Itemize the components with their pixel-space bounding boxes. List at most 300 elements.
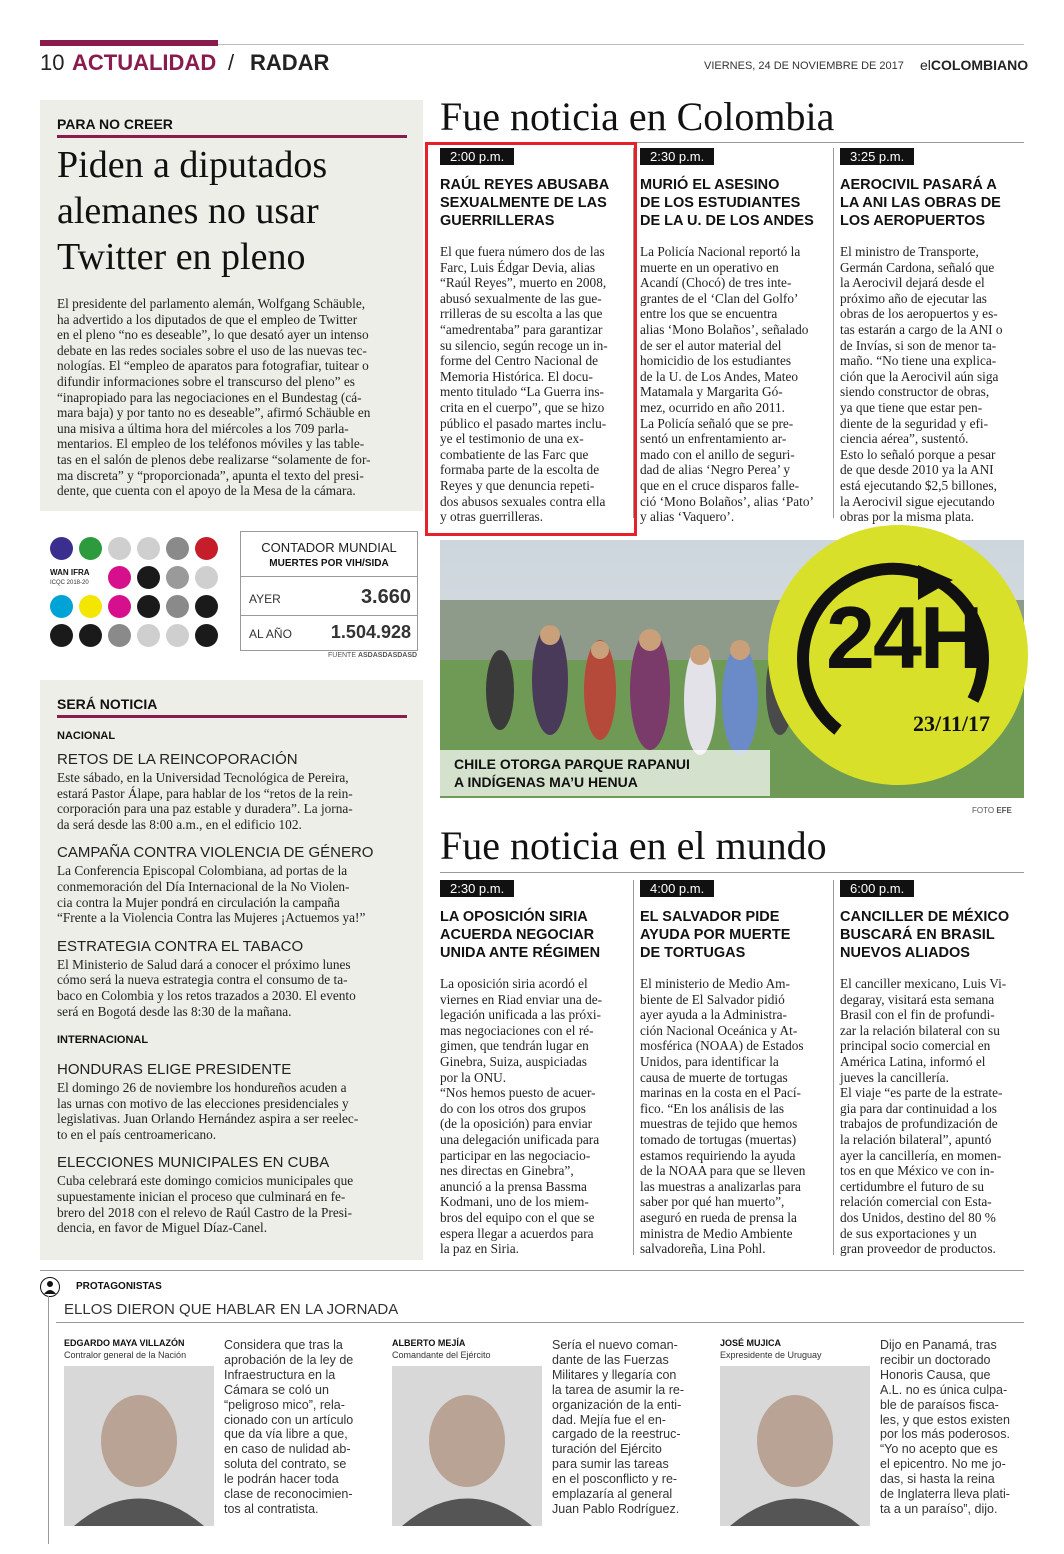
story-time: 4:00 p.m.	[640, 880, 714, 897]
body-line: Germán Cardona, señaló que	[840, 259, 995, 275]
protagonistas-rule	[40, 1270, 1024, 1271]
body-line: ha advertido a los diputados de que el empleo de Twitter	[57, 311, 358, 327]
body-line: zar la relación bilateral con su	[840, 1022, 1000, 1038]
headline-line: AYUDA POR MUERTE	[640, 927, 791, 943]
body-line: y alias ‘Vaquero’.	[640, 509, 735, 525]
sera-noticia-internacional	[57, 1061, 412, 1248]
agenda-body	[57, 1080, 412, 1142]
issue-date: VIERNES, 24 DE NOVIEMBRE DE 2017	[704, 60, 904, 72]
counter-row1-value: 3.660	[360, 586, 411, 608]
color-swatch	[166, 537, 189, 560]
body-line: mentarios. El empleo de los teléfonos móviles y las table-	[57, 436, 365, 452]
body-line: La Policía señaló que se pre-	[640, 415, 794, 431]
body-line: combatiente de las Farc que	[440, 446, 589, 462]
body-line: El que fuera número dos de las	[440, 244, 605, 259]
protagonist	[56, 1330, 374, 1545]
category-internacional: INTERNACIONAL	[57, 1034, 149, 1046]
body-line: La Policía Nacional reportó la	[640, 244, 801, 259]
body-line: Unidos, para identificar la	[640, 1053, 779, 1069]
counter-row2-value: 1.504.928	[330, 622, 411, 642]
body-line: nes directas en Ginebra”,	[440, 1163, 574, 1179]
body-line: la relación bilateral”, apuntó	[840, 1131, 992, 1147]
counter-divider	[241, 576, 417, 577]
24h-badge	[768, 525, 1028, 785]
logo-prefix: el	[920, 57, 931, 73]
color-swatch	[108, 624, 131, 647]
text-line: dad. Mejía fue el en-	[552, 1412, 666, 1427]
column-separator	[833, 880, 834, 1255]
body-line: maño. “No tiene una explica-	[840, 353, 997, 369]
agenda-item	[57, 1154, 412, 1235]
body-line: Cuba celebrará este domingo comicios municipales que	[57, 1173, 354, 1189]
text-line: ta a un paraíso”, dijo.	[880, 1501, 998, 1516]
body-line: mado con el anillo de seguri-	[640, 446, 795, 462]
body-line: abusó sexualmente de las gue-	[440, 290, 602, 306]
body-line: certidumbre el futuro de su	[840, 1178, 984, 1194]
body-line: por la ONU.	[440, 1069, 507, 1085]
mundo-stories	[440, 880, 1024, 1255]
text-line: A.L. no es única culpa-	[880, 1382, 1008, 1397]
body-line: salvadoreña, Lina Pohl.	[640, 1241, 766, 1257]
body-line: obras por la misma plata.	[840, 509, 975, 525]
headline-line: ACUERDA NEGOCIAR	[440, 927, 595, 943]
color-swatch	[137, 624, 160, 647]
headline-line: DE TORTUGAS	[640, 945, 746, 961]
body-line: crita en el cuerpo”, que se hizo	[440, 399, 605, 415]
text-line: cionado con un artículo	[224, 1412, 354, 1427]
body-line: las urnas con motivo de las elecciones presidenciales y	[57, 1095, 349, 1111]
body-line: está ejecutando $2,5 billones,	[840, 477, 997, 493]
body-line: (de la oposición) para enviar	[440, 1116, 593, 1132]
body-line: tos en que México ve con in-	[840, 1163, 995, 1179]
story-headline	[840, 176, 1026, 230]
body-line: la paz en Siria.	[440, 1241, 520, 1257]
protagonist-photo	[392, 1366, 542, 1526]
body-line: mas negociaciones con el ré-	[440, 1022, 594, 1038]
headline-line: AEROCIVIL PASARÁ A	[840, 177, 997, 193]
color-swatch	[137, 537, 160, 560]
body-line: dente, que cuenta con el apoyo de la Mesa de la cámara.	[57, 483, 356, 499]
header-rule	[218, 44, 1024, 45]
mundo-section-title: Fue noticia en el mundo	[440, 823, 827, 868]
body-line: ción Nacional Oceánica y At-	[640, 1022, 798, 1038]
body-line: de la U. de Los Andes, Mateo	[640, 368, 799, 384]
story-time: 3:25 p.m.	[840, 148, 914, 165]
agenda-body	[57, 957, 412, 1019]
color-swatch	[137, 566, 160, 589]
story-headline	[640, 176, 826, 230]
color-swatch	[166, 595, 189, 618]
body-line: cómo será la nueva estrategia contra el consumo de ta-	[57, 972, 348, 988]
colombia-section-title: Fue noticia en Colombia	[440, 94, 835, 139]
body-line: su silencio, según recoge un in-	[440, 337, 608, 353]
body-line: difundir informaciones sobre el transcurso del pleno” es	[57, 373, 355, 389]
body-line: ción que la Aerocivil aún siga	[840, 368, 999, 384]
body-line: tas estarán a cargo de la ANI o	[840, 321, 1003, 337]
story-column	[640, 148, 826, 525]
body-line: El presidente del parlamento alemán, Wolfgang Schäuble,	[57, 296, 366, 311]
body-line: Brasil con el fin de profundi-	[840, 1007, 995, 1023]
text-line: por los más poderosos.	[880, 1427, 1010, 1442]
body-line: será en Bogotá desde las 8:30 de la mañana.	[57, 1003, 292, 1019]
body-line: legación unificada a las próxi-	[440, 1007, 601, 1023]
body-line: Memoria Histórica. El docu-	[440, 368, 593, 384]
counter-source	[328, 652, 417, 659]
color-swatch	[137, 595, 160, 618]
agenda-headline: HONDURAS ELIGE PRESIDENTE	[57, 1061, 292, 1078]
protagonist-role: Comandante del Ejército	[392, 1350, 491, 1360]
body-line: corporación para una paz estable y duradera”. La jorna-	[57, 801, 353, 817]
wan-ifra-label: WAN IFRA	[50, 568, 90, 577]
text-line: para sumir las tareas	[552, 1457, 669, 1472]
wan-ifra-sub: ICQC 2018-20	[50, 580, 89, 586]
body-line: Matamala y Margarita Gó-	[640, 384, 783, 400]
body-line: en el pleno “no es deseable”, lo que desató ayer un intenso	[57, 327, 369, 343]
body-line: tas en el salón de plenos debe realizarse “solamente de for-	[57, 451, 371, 467]
caption-line: CHILE OTORGA PARQUE RAPANUI	[454, 756, 690, 772]
body-line: diente de la seguridad y efi-	[840, 415, 989, 431]
body-line: Reyes y que denuncia repeti-	[440, 477, 595, 493]
headline-line: UNIDA ANTE RÉGIMEN	[440, 945, 601, 961]
subsection-name: RADAR	[250, 50, 330, 75]
story-time: 2:00 p.m.	[440, 148, 514, 165]
title-line: Twitter en pleno	[57, 236, 306, 278]
body-line: ayer la cancillería, en momen-	[840, 1147, 1002, 1163]
body-line: muerte en un operativo en	[640, 259, 779, 275]
title-line: Piden a diputados	[57, 144, 328, 186]
title-line: alemanes no usar	[57, 190, 319, 232]
agenda-body	[57, 770, 412, 832]
body-line: la Aerocivil dejará desde el	[840, 275, 985, 291]
credit-prefix: FOTO	[972, 806, 995, 815]
body-line: “amedrentaba” para garantizar	[440, 321, 603, 337]
body-line: Acandí (Chocó) de tres inte-	[640, 275, 792, 291]
color-swatch	[50, 595, 73, 618]
body-line: homicidio de los estudiantes	[640, 353, 792, 369]
protagonist-text	[552, 1338, 702, 1517]
headline-line: LA ANI LAS OBRAS DE	[840, 195, 1001, 211]
text-line: “Yo no acepto que es	[880, 1442, 998, 1457]
text-line: dante de las Fuerzas	[552, 1352, 669, 1367]
text-line: el epicentro. No me jo-	[880, 1457, 1006, 1472]
agenda-headline: RETOS DE LA REINCOPORACIÓN	[57, 751, 298, 768]
body-line: de la NOAA para que se lleven	[640, 1163, 806, 1179]
photo-credit	[972, 806, 1012, 815]
protagonistas-vline	[48, 1296, 49, 1544]
headline-line: LA OPOSICIÓN SIRIA	[440, 909, 588, 925]
body-line: causa de muerte de tortugas	[640, 1069, 788, 1085]
text-line: Honoris Causa, que	[880, 1367, 991, 1382]
body-line: anunció a la prensa Bassma	[440, 1178, 587, 1194]
text-line: que da vía libre a que,	[224, 1427, 348, 1442]
person-icon	[40, 1277, 60, 1297]
body-line: El canciller mexicano, Luis Vi-	[840, 976, 1007, 991]
text-line: clase de reconocimien-	[224, 1487, 353, 1502]
body-line: nologías. El “empleo de aparatos para fotografiar, tuitear o	[57, 358, 369, 374]
body-line: América Latina, informó el	[840, 1053, 986, 1069]
protagonist-photo	[64, 1366, 214, 1526]
body-line: fico. “En los análisis de las	[640, 1100, 785, 1116]
story-headline	[640, 908, 826, 962]
story-column	[840, 148, 1026, 525]
body-line: de Invías, si son de menor ta-	[840, 337, 997, 353]
color-swatch	[108, 566, 131, 589]
color-swatch	[50, 537, 73, 560]
protagonist	[384, 1330, 702, 1545]
logo-main: COLOMBIANO	[930, 57, 1029, 73]
mundo-rule	[440, 872, 1024, 873]
body-line: las muestras a analizarlas para	[640, 1178, 801, 1194]
text-line: le podrán hacer toda	[224, 1472, 339, 1487]
caption-line: A INDÍGENAS MA’U HENUA	[454, 774, 638, 790]
body-line: ma discreta” y “proporcionada”, apunta el texto del presi-	[57, 467, 364, 483]
body-line: que en el cruce disparos falle-	[640, 477, 800, 493]
protagonist-name: EDGARDO MAYA VILLAZÓN	[64, 1338, 185, 1348]
protagonist-name: ALBERTO MEJÍA	[392, 1338, 466, 1348]
source-prefix: FUENTE	[328, 652, 356, 659]
body-line: mara baja) y por tanto no es deseable”, afirmó Schäuble en	[57, 405, 371, 421]
body-line: degaray, visitará esta semana	[840, 991, 995, 1007]
para-no-creer-rule	[57, 135, 407, 138]
headline-line: DE LA U. DE LOS ANDES	[640, 213, 814, 229]
text-line: “peligroso mico”, rela-	[224, 1397, 345, 1412]
counter-title: CONTADOR MUNDIAL	[261, 540, 397, 555]
body-line: siendo constructor de obras,	[840, 384, 990, 400]
sera-noticia-rule	[57, 715, 407, 718]
body-line: de que desde 2010 ya la ANI	[840, 462, 994, 478]
24h-date: 23/11/17	[913, 711, 991, 736]
section-name: ACTUALIDAD	[72, 50, 217, 75]
body-line: espera llegar a acuerdos para	[440, 1225, 594, 1241]
body-line: El ministerio de Medio Am-	[640, 976, 790, 991]
para-no-creer-title	[57, 142, 417, 280]
body-line: Ginebra, Suiza, auspiciadas	[440, 1053, 587, 1069]
text-line: das, si hasta la reina	[880, 1472, 995, 1487]
body-line: ciencia aérea”, sustentó.	[840, 431, 969, 447]
24h-label: 24H	[826, 588, 982, 687]
color-swatch	[166, 624, 189, 647]
body-line: supuestamente inician el proceso que culminará en fe-	[57, 1188, 346, 1204]
color-swatch	[166, 566, 189, 589]
body-line: dos abusos sexuales contra ella	[440, 493, 606, 509]
story-body	[640, 976, 826, 1257]
body-line: Este sábado, en la Universidad Tecnológica de Pereira,	[57, 770, 349, 785]
body-line: una delegación unificada para	[440, 1131, 600, 1147]
body-line: do con los otros dos grupos	[440, 1100, 586, 1116]
text-line: tos al contratista.	[224, 1501, 319, 1516]
story-body	[840, 976, 1026, 1257]
text-line: Juan Pablo Rodríguez.	[552, 1501, 680, 1516]
agenda-headline: ESTRATEGIA CONTRA EL TABACO	[57, 937, 304, 955]
color-swatch	[108, 595, 131, 618]
color-swatch	[79, 595, 102, 618]
protagonistas-kicker: PROTAGONISTAS	[76, 1281, 162, 1292]
story-headline	[840, 908, 1026, 962]
body-line: mez, ocurrido en año 2011.	[640, 399, 785, 415]
body-line: da será desde las 8:00 a.m., en el edificio 102.	[57, 816, 302, 832]
color-swatch	[50, 624, 73, 647]
agenda-item	[57, 751, 412, 832]
protagonist-text	[224, 1338, 374, 1517]
protagonist	[712, 1330, 1030, 1545]
body-line: una misiva a última hora del miércoles a los 709 parla-	[57, 420, 349, 436]
body-line: de ser el autor material del	[640, 337, 782, 353]
body-line: la Aerocivil sigue ejecutando	[840, 493, 995, 509]
body-line: ayer ayuda a la Administra-	[640, 1007, 787, 1023]
credit-name: EFE	[996, 806, 1012, 815]
color-swatch	[195, 537, 218, 560]
text-line: organización de la enti-	[552, 1397, 682, 1412]
photo-caption	[454, 755, 690, 791]
person-glyph	[41, 1278, 59, 1296]
text-line: soluta del contrato, se	[224, 1457, 347, 1472]
text-line: Militares y llegaría con	[552, 1367, 677, 1382]
story-column	[640, 880, 826, 1257]
body-line: sentó un enfrentamiento ar-	[640, 431, 787, 447]
body-line: La Conferencia Episcopal Colombiana, ad portas de la	[57, 863, 348, 879]
headline-line: RAÚL REYES ABUSABA	[440, 177, 610, 193]
counter-divider	[241, 615, 417, 616]
counter-row2-label: AL AÑO	[249, 627, 292, 641]
color-swatch	[79, 537, 102, 560]
color-swatch	[195, 595, 218, 618]
body-line: gia para dar continuidad a los	[840, 1100, 997, 1116]
body-line: rrilleras de su escolta a las que	[440, 306, 603, 322]
body-line: obras de los aeropuertos y es-	[840, 306, 998, 322]
body-line: aseguró en rueda de prensa la	[640, 1209, 797, 1225]
body-line: La oposición siria acordó el	[440, 976, 588, 991]
protagonistas-list	[56, 1330, 1024, 1550]
body-line: ya que tiene que estar pen-	[840, 399, 983, 415]
body-line: principal socio comercial en	[840, 1038, 991, 1054]
text-line: Infraestructura en la	[224, 1367, 336, 1382]
body-line: ministra de Medio Ambiente	[640, 1225, 793, 1241]
color-swatch	[195, 566, 218, 589]
text-line: recibir un doctorado	[880, 1352, 991, 1367]
text-line: en el posconflicto y re-	[552, 1472, 678, 1487]
body-line: El ministro de Transporte,	[840, 244, 979, 259]
story-column	[440, 880, 626, 1257]
body-line: cia contra la Mujer pondrá en circulación la campaña	[57, 894, 340, 910]
body-line: El Ministerio de Salud dará a conocer el próximo lunes	[57, 956, 351, 972]
counter-row1-label: AYER	[249, 592, 281, 606]
body-line: ye el testimonio de una ex-	[440, 431, 584, 447]
body-line: gimen, que tendrán lugar en	[440, 1038, 589, 1054]
body-line: muestras de tejido que hemos	[640, 1116, 798, 1132]
story-body	[440, 976, 626, 1257]
header-slash: /	[228, 50, 235, 75]
color-swatch	[108, 537, 131, 560]
sera-noticia-nacional	[57, 751, 412, 1031]
body-line: “Frente a la Violencia Contra las Mujeres ¡Actuemos ya!”	[57, 910, 366, 926]
body-line: y otras guerrilleras.	[440, 509, 544, 525]
protagonistas-sub-rule	[56, 1322, 1024, 1323]
body-line: debate en las redes sociales sobre el uso de las nuevas tec-	[57, 342, 367, 358]
headline-line: LOS AEROPUERTOS	[840, 213, 986, 229]
agenda-item	[57, 938, 412, 1019]
body-line: legislativas. Juan Orlando Hernández aspira a ser reelec-	[57, 1111, 359, 1127]
story-time: 2:30 p.m.	[640, 148, 714, 165]
column-separator	[833, 148, 834, 518]
text-line: les, y que estos existen	[880, 1412, 1010, 1427]
text-line: la tarea de asumir la re-	[552, 1382, 685, 1397]
body-line: próximo año de ejecutar las	[840, 290, 987, 306]
header-accent-bar	[40, 40, 218, 46]
body-line: estamos requiriendo la ayuda	[640, 1147, 796, 1163]
body-line: conmemoración del Día Internacional de la No Violen-	[57, 878, 350, 894]
sera-noticia-kicker: SERÁ NOTICIA	[57, 696, 158, 712]
story-column	[840, 880, 1026, 1257]
counter-box	[240, 531, 418, 651]
story-body	[840, 244, 1026, 525]
headline-line: CANCILLER DE MÉXICO	[840, 909, 1010, 925]
text-line: Considera que tras la	[224, 1338, 343, 1352]
headline-line: MURIÓ EL ASESINO	[640, 177, 780, 193]
agenda-item	[57, 1061, 412, 1142]
text-line: Cámara se coló un	[224, 1382, 329, 1397]
body-line: Kodmani, uno de los miem-	[440, 1194, 589, 1210]
body-line: formaba parte de la escolta de	[440, 462, 600, 478]
protagonist-text	[880, 1338, 1030, 1517]
counter-subtitle: MUERTES POR VIH/SIDA	[269, 558, 389, 569]
para-no-creer-kicker: PARA NO CREER	[57, 116, 173, 132]
protagonist-role: Expresidente de Uruguay	[720, 1350, 822, 1360]
protagonist-name: JOSÉ MUJICA	[720, 1338, 782, 1348]
body-line: bros del equipo con el que se	[440, 1209, 595, 1225]
body-line: estará Pastor Álape, para hablar de los “retos de la rein-	[57, 785, 353, 801]
body-line: entre los que se encuentra	[640, 306, 778, 322]
body-line: relación comercial con Esta-	[840, 1194, 992, 1210]
body-line: mosférica (NOAA) de Estados	[640, 1038, 804, 1054]
body-line: “Nos hemos puesto de acuer-	[440, 1085, 596, 1101]
text-line: Dijo en Panamá, tras	[880, 1338, 997, 1352]
color-swatch	[195, 624, 218, 647]
body-line: dos Unidos, destino del 80 %	[840, 1209, 996, 1225]
newspaper-logo	[920, 57, 1028, 73]
source-name: ASDASDASDASD	[357, 652, 418, 659]
body-line: brero del 2018 con el relevo de Raúl Castro de la Presi-	[57, 1204, 353, 1220]
text-line: emplazaría al general	[552, 1487, 673, 1502]
headline-line: EL SALVADOR PIDE	[640, 909, 780, 925]
color-swatch	[79, 624, 102, 647]
body-line: “Raúl Reyes”, muerto en 2008,	[440, 275, 607, 291]
headline-line: GUERRILLERAS	[440, 213, 555, 229]
body-line: ció ‘Mono Bolaños’, alias ‘Pato’	[640, 493, 814, 509]
body-line: El domingo 26 de noviembre los hondureños acuden a	[57, 1080, 347, 1095]
protagonist-role: Contralor general de la Nación	[64, 1350, 187, 1360]
page-number: 10	[40, 50, 65, 75]
body-line: participar en las negociacio-	[440, 1147, 591, 1163]
body-line: baco en Colombia y los retos trazados a 2030. El evento	[57, 987, 356, 1003]
body-line: marinas en la costa en el Pací-	[640, 1085, 801, 1101]
body-line: público el pasado martes inclu-	[440, 415, 607, 431]
text-line: cargado de la reestruc-	[552, 1427, 681, 1442]
agenda-body	[57, 1173, 412, 1235]
agenda-body	[57, 863, 412, 925]
protagonist-photo	[720, 1366, 870, 1526]
story-headline	[440, 908, 626, 962]
text-line: en caso de nulidad ab-	[224, 1442, 351, 1457]
headline-line: DE LOS ESTUDIANTES	[640, 195, 801, 211]
body-line: de sus exportaciones y un	[840, 1225, 977, 1241]
body-line: forme del Centro Nacional de	[440, 353, 599, 369]
agenda-headline: CAMPAÑA CONTRA VIOLENCIA DE GÉNERO	[57, 844, 374, 862]
body-line: jueves la cancillería.	[840, 1069, 949, 1085]
agenda-headline: ELECCIONES MUNICIPALES EN CUBA	[57, 1154, 330, 1172]
text-line: de Inglaterra lleva plati-	[880, 1487, 1010, 1502]
body-line: to en el país centroamericano.	[57, 1126, 217, 1142]
body-line: grantes de el ‘Clan del Golfo’	[640, 290, 799, 306]
